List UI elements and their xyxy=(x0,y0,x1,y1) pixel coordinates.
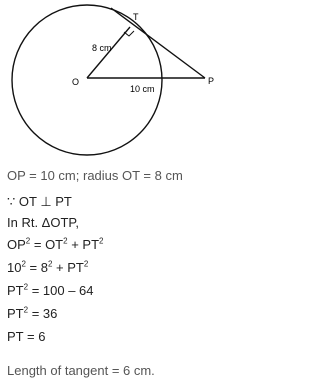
conclusion-text: Length of tangent = 6 cm. xyxy=(7,363,155,378)
label-OT: 8 cm xyxy=(92,43,112,53)
exponent: 2 xyxy=(63,236,68,246)
exponent: 2 xyxy=(23,282,29,292)
step-1: ∵ OT ⊥ PT xyxy=(7,194,72,209)
exponent: 2 xyxy=(83,259,89,269)
label-T: T xyxy=(133,12,139,22)
exponent: 2 xyxy=(23,305,29,315)
label-P: P xyxy=(208,76,215,86)
label-OP: 10 cm xyxy=(130,84,155,94)
step-2: In Rt. ΔOTP, xyxy=(7,215,80,230)
given-text: OP = 10 cm; radius OT = 8 cm xyxy=(7,168,183,183)
exponent: 2 xyxy=(99,236,104,246)
step-3: $OP^2 = OT^2 + PT^2$ xyxy=(7,236,104,252)
exponent: 2 xyxy=(21,259,26,269)
step-5: $PT^2 = 100 - 64$ xyxy=(7,282,94,298)
step-7: PT = 6 xyxy=(7,329,46,344)
tangent-line xyxy=(111,8,205,78)
step-4: $10^2 = 8^2 + PT^2$ xyxy=(7,259,89,275)
geometry-figure xyxy=(0,0,245,160)
step-6: $PT^2 = 36$ xyxy=(7,305,58,321)
circle xyxy=(12,5,162,155)
exponent: 2 xyxy=(25,236,31,246)
label-O: O xyxy=(72,77,80,87)
exponent: 2 xyxy=(47,259,53,269)
